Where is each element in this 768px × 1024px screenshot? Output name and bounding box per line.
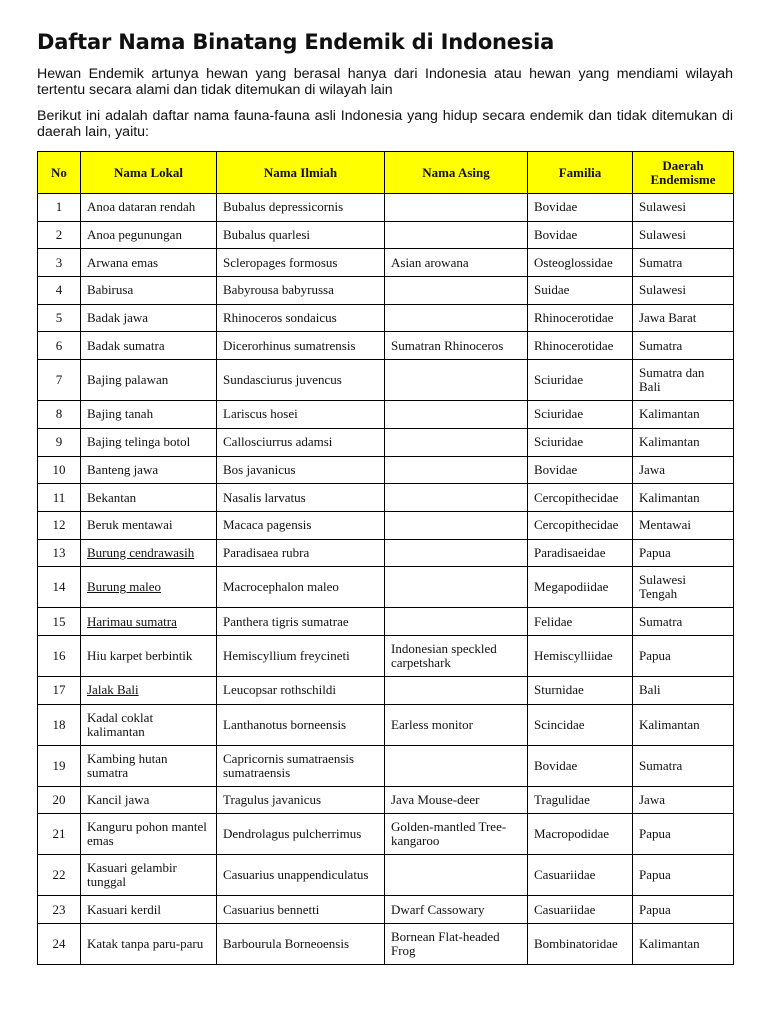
cell-daerah-endemisme: Sumatra dan Bali xyxy=(633,360,734,401)
table-row xyxy=(38,456,734,484)
cell-nama-ilmiah: Nasalis larvatus xyxy=(217,484,385,512)
table-row xyxy=(38,567,734,608)
cell-nama-asing xyxy=(385,567,528,608)
cell-no: 8 xyxy=(38,401,81,429)
table-row xyxy=(38,277,734,305)
cell-familia: Bovidae xyxy=(528,194,633,222)
cell-daerah-endemisme: Sumatra xyxy=(633,332,734,360)
table-body xyxy=(38,194,734,965)
cell-no: 17 xyxy=(38,676,81,704)
cell-daerah-endemisme: Sulawesi xyxy=(633,194,734,222)
cell-nama-lokal: Bajing palawan xyxy=(81,360,217,401)
cell-nama-asing xyxy=(385,855,528,896)
cell-nama-lokal: Bajing telinga botol xyxy=(81,428,217,456)
cell-nama-lokal: Arwana emas xyxy=(81,249,217,277)
cell-daerah-endemisme: Sumatra xyxy=(633,745,734,786)
table-row xyxy=(38,401,734,429)
cell-nama-lokal xyxy=(81,608,217,636)
cell-nama-asing xyxy=(385,428,528,456)
cell-nama-ilmiah: Casuarius unappendiculatus xyxy=(217,855,385,896)
cell-daerah-endemisme: Kalimantan xyxy=(633,401,734,429)
cell-nama-lokal: Katak tanpa paru-paru xyxy=(81,924,217,965)
cell-daerah-endemisme: Sumatra xyxy=(633,608,734,636)
cell-daerah-endemisme: Jawa xyxy=(633,456,734,484)
cell-no: 9 xyxy=(38,428,81,456)
nama-lokal-link[interactable]: Burung cendrawasih xyxy=(87,544,195,560)
cell-nama-ilmiah: Capricornis sumatraensis sumatraensis xyxy=(217,745,385,786)
cell-nama-asing xyxy=(385,221,528,249)
cell-daerah-endemisme: Sulawesi xyxy=(633,221,734,249)
cell-no: 14 xyxy=(38,567,81,608)
cell-nama-asing xyxy=(385,608,528,636)
cell-nama-asing: Java Mouse-deer xyxy=(385,786,528,814)
cell-nama-ilmiah: Macaca pagensis xyxy=(217,511,385,539)
cell-familia: Felidae xyxy=(528,608,633,636)
cell-familia: Sturnidae xyxy=(528,676,633,704)
table-row xyxy=(38,786,734,814)
cell-nama-ilmiah: Scleropages formosus xyxy=(217,249,385,277)
cell-daerah-endemisme: Papua xyxy=(633,635,734,676)
cell-nama-ilmiah: Bos javanicus xyxy=(217,456,385,484)
cell-no: 20 xyxy=(38,786,81,814)
cell-familia: Bombinatoridae xyxy=(528,924,633,965)
cell-nama-asing: Golden-mantled Tree-kangaroo xyxy=(385,814,528,855)
header-nama-lokal: Nama Lokal xyxy=(81,152,217,194)
cell-no: 19 xyxy=(38,745,81,786)
cell-nama-ilmiah: Rhinoceros sondaicus xyxy=(217,304,385,332)
cell-familia: Scincidae xyxy=(528,704,633,745)
cell-familia: Paradisaeidae xyxy=(528,539,633,567)
cell-familia: Macropodidae xyxy=(528,814,633,855)
cell-daerah-endemisme: Papua xyxy=(633,855,734,896)
cell-nama-ilmiah: Sundasciurus juvencus xyxy=(217,360,385,401)
table-row xyxy=(38,221,734,249)
table-row xyxy=(38,360,734,401)
cell-no: 2 xyxy=(38,221,81,249)
cell-nama-lokal: Kadal coklat kalimantan xyxy=(81,704,217,745)
cell-daerah-endemisme: Kalimantan xyxy=(633,484,734,512)
nama-lokal-link[interactable]: Jalak Bali xyxy=(87,682,139,698)
cell-familia: Casuariidae xyxy=(528,855,633,896)
table-row xyxy=(38,896,734,924)
fauna-table xyxy=(37,151,734,965)
header-nama-ilmiah: Nama Ilmiah xyxy=(217,152,385,194)
cell-nama-lokal: Kancil jawa xyxy=(81,786,217,814)
table-row xyxy=(38,511,734,539)
cell-familia: Megapodiidae xyxy=(528,567,633,608)
cell-familia: Rhinocerotidae xyxy=(528,304,633,332)
cell-nama-lokal: Hiu karpet berbintik xyxy=(81,635,217,676)
cell-familia: Osteoglossidae xyxy=(528,249,633,277)
cell-no: 18 xyxy=(38,704,81,745)
cell-daerah-endemisme: Kalimantan xyxy=(633,924,734,965)
cell-nama-ilmiah: Casuarius bennetti xyxy=(217,896,385,924)
cell-nama-ilmiah: Macrocephalon maleo xyxy=(217,567,385,608)
cell-nama-asing: Earless monitor xyxy=(385,704,528,745)
cell-daerah-endemisme: Bali xyxy=(633,676,734,704)
cell-familia: Sciuridae xyxy=(528,360,633,401)
cell-nama-ilmiah: Paradisaea rubra xyxy=(217,539,385,567)
cell-no: 5 xyxy=(38,304,81,332)
cell-familia: Cercopithecidae xyxy=(528,484,633,512)
cell-nama-asing xyxy=(385,194,528,222)
cell-familia: Sciuridae xyxy=(528,401,633,429)
cell-nama-lokal xyxy=(81,676,217,704)
cell-nama-lokal: Bajing tanah xyxy=(81,401,217,429)
nama-lokal-link[interactable]: Harimau sumatra xyxy=(87,613,177,629)
cell-nama-ilmiah: Bubalus depressicornis xyxy=(217,194,385,222)
cell-familia: Cercopithecidae xyxy=(528,511,633,539)
page-title: Daftar Nama Binatang Endemik di Indonesia xyxy=(37,30,555,54)
cell-nama-asing xyxy=(385,539,528,567)
cell-familia: Suidae xyxy=(528,277,633,305)
cell-nama-lokal: Badak sumatra xyxy=(81,332,217,360)
cell-nama-asing: Dwarf Cassowary xyxy=(385,896,528,924)
cell-nama-ilmiah: Dendrolagus pulcherrimus xyxy=(217,814,385,855)
table-row xyxy=(38,332,734,360)
table-row xyxy=(38,704,734,745)
cell-familia: Bovidae xyxy=(528,745,633,786)
cell-nama-ilmiah: Lariscus hosei xyxy=(217,401,385,429)
table-row xyxy=(38,194,734,222)
cell-daerah-endemisme: Kalimantan xyxy=(633,704,734,745)
table-row xyxy=(38,539,734,567)
cell-daerah-endemisme: Jawa xyxy=(633,786,734,814)
cell-no: 16 xyxy=(38,635,81,676)
intro-paragraph: Hewan Endemik artunya hewan yang berasal hanya dari Indonesia atau hewan yang mendiami wilayah tertentu secara alami dan tidak ditemukan di wilayah lain xyxy=(37,66,733,98)
cell-nama-asing xyxy=(385,676,528,704)
nama-lokal-link[interactable]: Burung maleo xyxy=(87,579,162,595)
cell-familia: Casuariidae xyxy=(528,896,633,924)
lead-paragraph: Berikut ini adalah daftar nama fauna-fauna asli Indonesia yang hidup secara endemik dan tidak ditemukan di daerah lain, yaitu: xyxy=(37,108,733,140)
cell-familia: Hemiscylliidae xyxy=(528,635,633,676)
cell-nama-asing xyxy=(385,456,528,484)
header-familia: Familia xyxy=(528,152,633,194)
header-nama-asing: Nama Asing xyxy=(385,152,528,194)
cell-nama-asing xyxy=(385,304,528,332)
table-row xyxy=(38,855,734,896)
table-row xyxy=(38,304,734,332)
cell-nama-lokal: Anoa pegunungan xyxy=(81,221,217,249)
cell-nama-ilmiah: Callosciurrus adamsi xyxy=(217,428,385,456)
cell-no: 13 xyxy=(38,539,81,567)
header-daerah-endemisme: Daerah Endemisme xyxy=(633,152,734,194)
table-header-row xyxy=(38,152,734,194)
cell-nama-ilmiah: Panthera tigris sumatrae xyxy=(217,608,385,636)
cell-daerah-endemisme: Sulawesi Tengah xyxy=(633,567,734,608)
cell-nama-ilmiah: Leucopsar rothschildi xyxy=(217,676,385,704)
cell-nama-lokal xyxy=(81,539,217,567)
cell-nama-lokal: Badak jawa xyxy=(81,304,217,332)
cell-no: 15 xyxy=(38,608,81,636)
cell-nama-lokal: Kambing hutan sumatra xyxy=(81,745,217,786)
cell-nama-lokal: Beruk mentawai xyxy=(81,511,217,539)
cell-familia: Bovidae xyxy=(528,456,633,484)
cell-nama-asing: Sumatran Rhinoceros xyxy=(385,332,528,360)
cell-nama-lokal: Kanguru pohon mantel emas xyxy=(81,814,217,855)
cell-nama-ilmiah: Tragulus javanicus xyxy=(217,786,385,814)
cell-daerah-endemisme: Sulawesi xyxy=(633,277,734,305)
cell-nama-ilmiah: Bubalus quarlesi xyxy=(217,221,385,249)
cell-nama-ilmiah: Barbourula Borneoensis xyxy=(217,924,385,965)
cell-no: 12 xyxy=(38,511,81,539)
table-row xyxy=(38,249,734,277)
cell-familia: Rhinocerotidae xyxy=(528,332,633,360)
cell-nama-asing xyxy=(385,484,528,512)
cell-nama-lokal: Kasuari gelambir tunggal xyxy=(81,855,217,896)
cell-nama-asing xyxy=(385,277,528,305)
cell-no: 4 xyxy=(38,277,81,305)
cell-no: 1 xyxy=(38,194,81,222)
table-row xyxy=(38,676,734,704)
cell-nama-asing: Bornean Flat-headed Frog xyxy=(385,924,528,965)
table-row xyxy=(38,745,734,786)
table-row xyxy=(38,484,734,512)
cell-nama-asing xyxy=(385,401,528,429)
cell-nama-lokal: Kasuari kerdil xyxy=(81,896,217,924)
cell-no: 24 xyxy=(38,924,81,965)
cell-daerah-endemisme: Kalimantan xyxy=(633,428,734,456)
cell-no: 11 xyxy=(38,484,81,512)
cell-nama-lokal: Banteng jawa xyxy=(81,456,217,484)
cell-daerah-endemisme: Papua xyxy=(633,896,734,924)
cell-nama-ilmiah: Dicerorhinus sumatrensis xyxy=(217,332,385,360)
table-row xyxy=(38,428,734,456)
cell-nama-ilmiah: Hemiscyllium freycineti xyxy=(217,635,385,676)
cell-no: 7 xyxy=(38,360,81,401)
cell-no: 10 xyxy=(38,456,81,484)
cell-familia: Sciuridae xyxy=(528,428,633,456)
table-row xyxy=(38,635,734,676)
cell-nama-lokal: Anoa dataran rendah xyxy=(81,194,217,222)
cell-nama-ilmiah: Babyrousa babyrussa xyxy=(217,277,385,305)
table-row xyxy=(38,814,734,855)
cell-nama-asing xyxy=(385,360,528,401)
cell-nama-lokal xyxy=(81,567,217,608)
cell-daerah-endemisme: Jawa Barat xyxy=(633,304,734,332)
cell-nama-ilmiah: Lanthanotus borneensis xyxy=(217,704,385,745)
cell-daerah-endemisme: Sumatra xyxy=(633,249,734,277)
cell-no: 22 xyxy=(38,855,81,896)
cell-no: 3 xyxy=(38,249,81,277)
cell-nama-asing: Asian arowana xyxy=(385,249,528,277)
cell-daerah-endemisme: Papua xyxy=(633,814,734,855)
cell-no: 23 xyxy=(38,896,81,924)
cell-nama-lokal: Babirusa xyxy=(81,277,217,305)
header-no: No xyxy=(38,152,81,194)
cell-daerah-endemisme: Mentawai xyxy=(633,511,734,539)
cell-no: 21 xyxy=(38,814,81,855)
cell-familia: Tragulidae xyxy=(528,786,633,814)
cell-nama-lokal: Bekantan xyxy=(81,484,217,512)
cell-nama-asing xyxy=(385,511,528,539)
table-row xyxy=(38,924,734,965)
table-row xyxy=(38,608,734,636)
cell-nama-asing: Indonesian speckled carpetshark xyxy=(385,635,528,676)
cell-familia: Bovidae xyxy=(528,221,633,249)
cell-no: 6 xyxy=(38,332,81,360)
cell-daerah-endemisme: Papua xyxy=(633,539,734,567)
cell-nama-asing xyxy=(385,745,528,786)
